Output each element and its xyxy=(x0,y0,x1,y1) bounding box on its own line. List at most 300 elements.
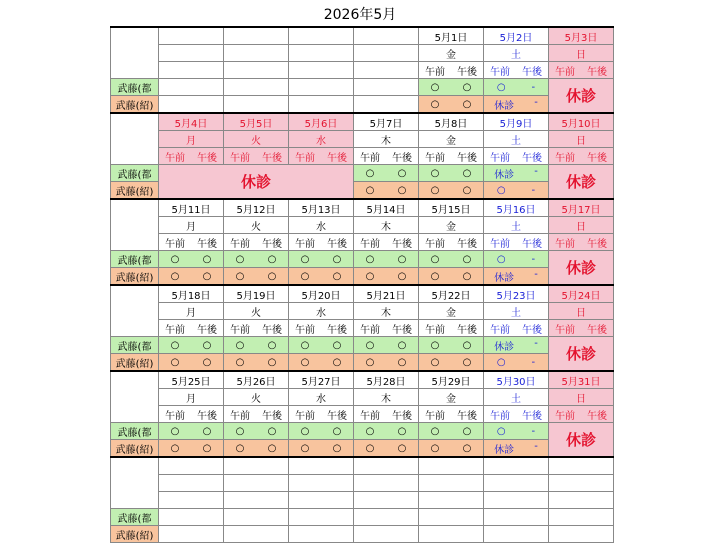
slot-cell xyxy=(289,423,354,440)
pm-value: ○ xyxy=(267,253,277,265)
closed-cell xyxy=(549,423,614,458)
day-of-week: 火 xyxy=(251,393,261,405)
slot-values xyxy=(484,254,548,265)
pm-value: 午後 xyxy=(327,152,347,164)
closed-label: 休診 xyxy=(565,87,596,105)
ampm-cell xyxy=(224,492,289,509)
slot-values xyxy=(289,254,353,265)
day-date-cell xyxy=(224,457,289,475)
pm-value: - xyxy=(534,337,538,349)
dow-row xyxy=(111,217,614,234)
row-label-blank xyxy=(111,199,159,251)
day-date-cell xyxy=(549,199,614,217)
day-dow-cell xyxy=(289,217,354,234)
slot-values xyxy=(159,271,223,282)
am-value: ○ xyxy=(300,425,310,437)
ampm-cell xyxy=(289,62,354,79)
slot-cell xyxy=(224,337,289,354)
am-value: ○ xyxy=(365,184,375,196)
day-of-week: 火 xyxy=(251,307,261,319)
doctor-row xyxy=(111,268,614,286)
day-of-week: 土 xyxy=(511,221,521,233)
pm-value: - xyxy=(534,440,538,452)
ampm-cell xyxy=(354,406,419,423)
slot-cell xyxy=(289,337,354,354)
doctor-name: 武藤(紹) xyxy=(115,186,154,198)
day-dow-cell xyxy=(159,389,224,406)
day-date: 5月15日 xyxy=(431,204,471,216)
pm-value: ○ xyxy=(462,339,472,351)
pm-value: ○ xyxy=(462,184,472,196)
doctor-label xyxy=(111,79,159,96)
day-dow-cell xyxy=(159,475,224,492)
am-value: 休診 xyxy=(494,169,515,181)
slot-cell xyxy=(289,440,354,458)
slot-cell xyxy=(224,251,289,268)
day-of-week: 月 xyxy=(186,221,196,233)
ampm-cell xyxy=(484,62,549,79)
pm-value: 午後 xyxy=(262,152,282,164)
day-date-cell xyxy=(354,199,419,217)
pm-value: 午後 xyxy=(587,238,607,250)
slot-cell xyxy=(159,337,224,354)
slot-values xyxy=(289,340,353,351)
doctor-name: 武藤(都 xyxy=(117,83,152,95)
pm-value: ○ xyxy=(462,253,472,265)
am-value: ○ xyxy=(170,356,180,368)
doctor-row xyxy=(111,79,614,96)
doctor-row xyxy=(111,440,614,458)
doctor-name: 武藤(都 xyxy=(117,169,152,181)
pm-value: ○ xyxy=(267,339,277,351)
pm-value: ○ xyxy=(267,442,277,454)
ampm-cell xyxy=(159,406,224,423)
slot-values xyxy=(354,168,418,179)
ampm-row xyxy=(111,406,614,423)
day-date-cell xyxy=(159,199,224,217)
day-date: 5月9日 xyxy=(499,118,533,130)
slot-values xyxy=(289,426,353,437)
ampm-header xyxy=(549,407,613,422)
am-value: ○ xyxy=(235,270,245,282)
closed-cell xyxy=(549,79,614,114)
row-label-blank xyxy=(111,457,159,509)
ampm-cell xyxy=(289,320,354,337)
slot-cell xyxy=(354,337,419,354)
am-value: ○ xyxy=(235,442,245,454)
pm-value: 午後 xyxy=(197,324,217,336)
date-row xyxy=(111,113,614,131)
date-row xyxy=(111,371,614,389)
day-dow-cell xyxy=(224,131,289,148)
day-of-week: 土 xyxy=(511,393,521,405)
ampm-cell xyxy=(484,406,549,423)
day-date: 5月18日 xyxy=(171,290,211,302)
day-date: 5月20日 xyxy=(301,290,341,302)
slot-cell xyxy=(159,423,224,440)
slot-values xyxy=(484,185,548,196)
day-of-week: 日 xyxy=(576,135,586,147)
ampm-header xyxy=(289,235,353,250)
am-value: 午前 xyxy=(230,152,250,164)
day-dow-cell xyxy=(224,303,289,320)
day-date: 5月25日 xyxy=(171,376,211,388)
day-of-week: 日 xyxy=(576,307,586,319)
am-value: ○ xyxy=(496,356,506,368)
slot-values xyxy=(419,271,483,282)
ampm-cell xyxy=(354,492,419,509)
day-date-cell xyxy=(549,371,614,389)
day-dow-cell xyxy=(354,45,419,62)
am-value: 午前 xyxy=(490,152,510,164)
pm-value: 午後 xyxy=(197,152,217,164)
day-date-cell xyxy=(224,371,289,389)
pm-value: - xyxy=(534,165,538,177)
pm-value: ○ xyxy=(332,270,342,282)
empty-cell xyxy=(354,79,419,96)
am-value: 午前 xyxy=(490,66,510,78)
am-value: 休診 xyxy=(494,100,515,112)
day-date: 5月3日 xyxy=(564,32,598,44)
empty-cell xyxy=(159,509,224,526)
slot-cell xyxy=(159,354,224,372)
am-value: 午前 xyxy=(425,324,445,336)
day-of-week: 火 xyxy=(251,135,261,147)
slot-values xyxy=(354,426,418,437)
slot-cell xyxy=(484,440,549,458)
pm-value: ○ xyxy=(332,339,342,351)
am-value: 午前 xyxy=(555,324,575,336)
ampm-header xyxy=(289,149,353,164)
day-date-cell xyxy=(289,285,354,303)
day-date: 5月29日 xyxy=(431,376,471,388)
ampm-header xyxy=(224,149,288,164)
am-value: 午前 xyxy=(230,324,250,336)
slot-values xyxy=(484,338,548,353)
pm-value: ○ xyxy=(397,253,407,265)
day-of-week: 金 xyxy=(446,135,456,147)
doctor-name: 武藤(都 xyxy=(117,513,152,525)
day-date: 5月5日 xyxy=(239,118,273,130)
day-of-week: 金 xyxy=(446,307,456,319)
slot-values xyxy=(354,185,418,196)
day-date: 5月19日 xyxy=(236,290,276,302)
row-label-blank xyxy=(111,371,159,423)
slot-values xyxy=(289,271,353,282)
slot-cell xyxy=(224,423,289,440)
pm-value: 午後 xyxy=(522,410,542,422)
pm-value: 午後 xyxy=(262,238,282,250)
slot-values xyxy=(484,426,548,437)
ampm-cell xyxy=(224,148,289,165)
day-of-week: 月 xyxy=(186,393,196,405)
ampm-cell xyxy=(419,148,484,165)
ampm-cell xyxy=(354,320,419,337)
day-dow-cell xyxy=(549,303,614,320)
ampm-header xyxy=(354,321,418,336)
slot-cell xyxy=(419,96,484,114)
pm-value: 午後 xyxy=(392,410,412,422)
date-row xyxy=(111,285,614,303)
slot-values xyxy=(419,340,483,351)
doctor-name: 武藤(紹) xyxy=(115,358,154,370)
day-dow-cell xyxy=(354,131,419,148)
closed-label: 休診 xyxy=(240,173,271,191)
closed-label: 休診 xyxy=(565,345,596,363)
ampm-header xyxy=(484,321,548,336)
day-date-cell xyxy=(419,371,484,389)
slot-cell xyxy=(159,440,224,458)
doctor-label xyxy=(111,423,159,440)
ampm-header xyxy=(484,63,548,78)
day-dow-cell xyxy=(549,45,614,62)
slot-cell xyxy=(484,79,549,96)
day-date: 5月22日 xyxy=(431,290,471,302)
day-dow-cell xyxy=(484,389,549,406)
ampm-cell xyxy=(354,148,419,165)
slot-cell xyxy=(354,251,419,268)
slot-cell xyxy=(484,354,549,372)
day-date-cell xyxy=(224,27,289,45)
pm-value: - xyxy=(534,268,538,280)
day-date-cell xyxy=(224,199,289,217)
empty-cell xyxy=(289,79,354,96)
ampm-cell xyxy=(289,406,354,423)
day-dow-cell xyxy=(159,131,224,148)
slot-cell xyxy=(419,251,484,268)
day-date-cell xyxy=(354,27,419,45)
ampm-row xyxy=(111,492,614,509)
slot-cell xyxy=(224,354,289,372)
dow-row xyxy=(111,45,614,62)
slot-values xyxy=(484,97,548,112)
am-value: 午前 xyxy=(360,152,380,164)
slot-values xyxy=(224,357,288,368)
day-date: 5月26日 xyxy=(236,376,276,388)
day-date-cell xyxy=(419,27,484,45)
ampm-cell xyxy=(549,234,614,251)
ampm-header xyxy=(159,149,223,164)
slot-cell xyxy=(354,354,419,372)
am-value: ○ xyxy=(430,339,440,351)
am-value: 午前 xyxy=(360,238,380,250)
doctor-row xyxy=(111,96,614,114)
day-dow-cell xyxy=(484,475,549,492)
day-dow-cell xyxy=(159,217,224,234)
ampm-cell xyxy=(419,62,484,79)
pm-value: 午後 xyxy=(457,66,477,78)
ampm-header xyxy=(419,407,483,422)
am-value: 午前 xyxy=(295,152,315,164)
day-date-cell xyxy=(224,113,289,131)
day-dow-cell xyxy=(354,389,419,406)
row-label-blank xyxy=(111,113,159,165)
am-value: ○ xyxy=(430,253,440,265)
pm-value: ○ xyxy=(332,356,342,368)
ampm-cell xyxy=(419,406,484,423)
pm-value: 午後 xyxy=(457,152,477,164)
day-of-week: 水 xyxy=(316,393,326,405)
doctor-row xyxy=(111,354,614,372)
slot-values xyxy=(484,269,548,284)
empty-cell xyxy=(159,96,224,114)
slot-cell xyxy=(354,182,419,200)
slot-values xyxy=(419,357,483,368)
empty-cell xyxy=(159,79,224,96)
slot-cell xyxy=(484,337,549,354)
day-date-cell xyxy=(289,457,354,475)
day-date-cell xyxy=(354,285,419,303)
day-of-week: 土 xyxy=(511,49,521,61)
slot-cell xyxy=(289,268,354,286)
slot-values xyxy=(159,443,223,454)
day-date-cell xyxy=(549,113,614,131)
day-date-cell xyxy=(289,371,354,389)
pm-value: 午後 xyxy=(457,238,477,250)
am-value: ○ xyxy=(235,339,245,351)
pm-value: 午後 xyxy=(197,410,217,422)
day-date: 5月21日 xyxy=(366,290,406,302)
empty-cell xyxy=(224,509,289,526)
slot-cell xyxy=(289,354,354,372)
pm-value: ○ xyxy=(202,339,212,351)
am-value: 午前 xyxy=(425,238,445,250)
day-date-cell xyxy=(549,457,614,475)
day-dow-cell xyxy=(484,217,549,234)
ampm-cell xyxy=(484,320,549,337)
pm-value: 午後 xyxy=(522,66,542,78)
ampm-cell xyxy=(289,492,354,509)
slot-cell xyxy=(419,182,484,200)
day-dow-cell xyxy=(419,131,484,148)
day-date-cell xyxy=(224,285,289,303)
day-date-cell xyxy=(484,285,549,303)
slot-cell xyxy=(419,268,484,286)
pm-value: ○ xyxy=(397,270,407,282)
am-value: ○ xyxy=(365,167,375,179)
day-dow-cell xyxy=(419,303,484,320)
day-dow-cell xyxy=(419,475,484,492)
am-value: 午前 xyxy=(295,238,315,250)
day-date: 5月14日 xyxy=(366,204,406,216)
ampm-cell xyxy=(159,320,224,337)
am-value: 午前 xyxy=(165,238,185,250)
ampm-cell xyxy=(289,148,354,165)
day-date-cell xyxy=(159,113,224,131)
empty-cell xyxy=(224,96,289,114)
day-of-week: 日 xyxy=(576,49,586,61)
ampm-header xyxy=(419,149,483,164)
ampm-header xyxy=(354,407,418,422)
slot-values xyxy=(159,340,223,351)
empty-cell xyxy=(289,96,354,114)
day-date-cell xyxy=(354,113,419,131)
day-date-cell xyxy=(159,27,224,45)
ampm-cell xyxy=(419,234,484,251)
day-dow-cell xyxy=(224,45,289,62)
pm-value: ○ xyxy=(397,184,407,196)
slot-cell xyxy=(484,268,549,286)
day-date-cell xyxy=(484,457,549,475)
ampm-header xyxy=(159,407,223,422)
am-value: ○ xyxy=(430,81,440,93)
pm-value: ○ xyxy=(397,425,407,437)
day-date-cell xyxy=(159,371,224,389)
day-date-cell xyxy=(484,371,549,389)
ampm-row xyxy=(111,234,614,251)
slot-cell xyxy=(159,251,224,268)
am-value: ○ xyxy=(430,167,440,179)
ampm-cell xyxy=(549,492,614,509)
day-dow-cell xyxy=(224,475,289,492)
pm-value: ○ xyxy=(462,442,472,454)
slot-values xyxy=(354,340,418,351)
slot-cell xyxy=(419,423,484,440)
day-dow-cell xyxy=(289,45,354,62)
am-value: 午前 xyxy=(555,410,575,422)
slot-cell xyxy=(289,251,354,268)
pm-value: ○ xyxy=(462,356,472,368)
pm-value: 午後 xyxy=(457,324,477,336)
slot-values xyxy=(224,271,288,282)
empty-cell xyxy=(549,509,614,526)
slot-values xyxy=(159,426,223,437)
slot-cell xyxy=(484,182,549,200)
doctor-label xyxy=(111,354,159,372)
ampm-cell xyxy=(224,320,289,337)
am-value: ○ xyxy=(430,442,440,454)
ampm-header xyxy=(159,321,223,336)
day-of-week: 月 xyxy=(186,135,196,147)
day-of-week: 火 xyxy=(251,221,261,233)
pm-value: 午後 xyxy=(262,324,282,336)
pm-value: ○ xyxy=(462,81,472,93)
day-date-cell xyxy=(419,457,484,475)
ampm-header xyxy=(354,149,418,164)
am-value: ○ xyxy=(430,356,440,368)
doctor-row xyxy=(111,423,614,440)
am-value: 休診 xyxy=(494,444,515,456)
day-date: 5月8日 xyxy=(434,118,468,130)
slot-values xyxy=(289,443,353,454)
am-value: ○ xyxy=(496,184,506,196)
pm-value: ○ xyxy=(267,356,277,368)
ampm-row xyxy=(111,148,614,165)
slot-cell xyxy=(354,165,419,182)
ampm-header xyxy=(549,149,613,164)
day-date: 5月7日 xyxy=(369,118,403,130)
pm-value: ○ xyxy=(202,442,212,454)
ampm-cell xyxy=(549,148,614,165)
ampm-header xyxy=(224,407,288,422)
pm-value: ○ xyxy=(462,270,472,282)
am-value: ○ xyxy=(300,339,310,351)
slot-cell xyxy=(484,96,549,114)
day-dow-cell xyxy=(484,45,549,62)
am-value: ○ xyxy=(430,184,440,196)
am-value: ○ xyxy=(300,356,310,368)
pm-value: ○ xyxy=(202,270,212,282)
empty-cell xyxy=(289,509,354,526)
am-value: 午前 xyxy=(555,66,575,78)
ampm-header xyxy=(419,321,483,336)
day-of-week: 木 xyxy=(381,307,391,319)
pm-value: ○ xyxy=(462,98,472,110)
am-value: ○ xyxy=(300,442,310,454)
slot-values xyxy=(419,82,483,93)
slot-cell xyxy=(484,165,549,182)
day-dow-cell xyxy=(549,131,614,148)
